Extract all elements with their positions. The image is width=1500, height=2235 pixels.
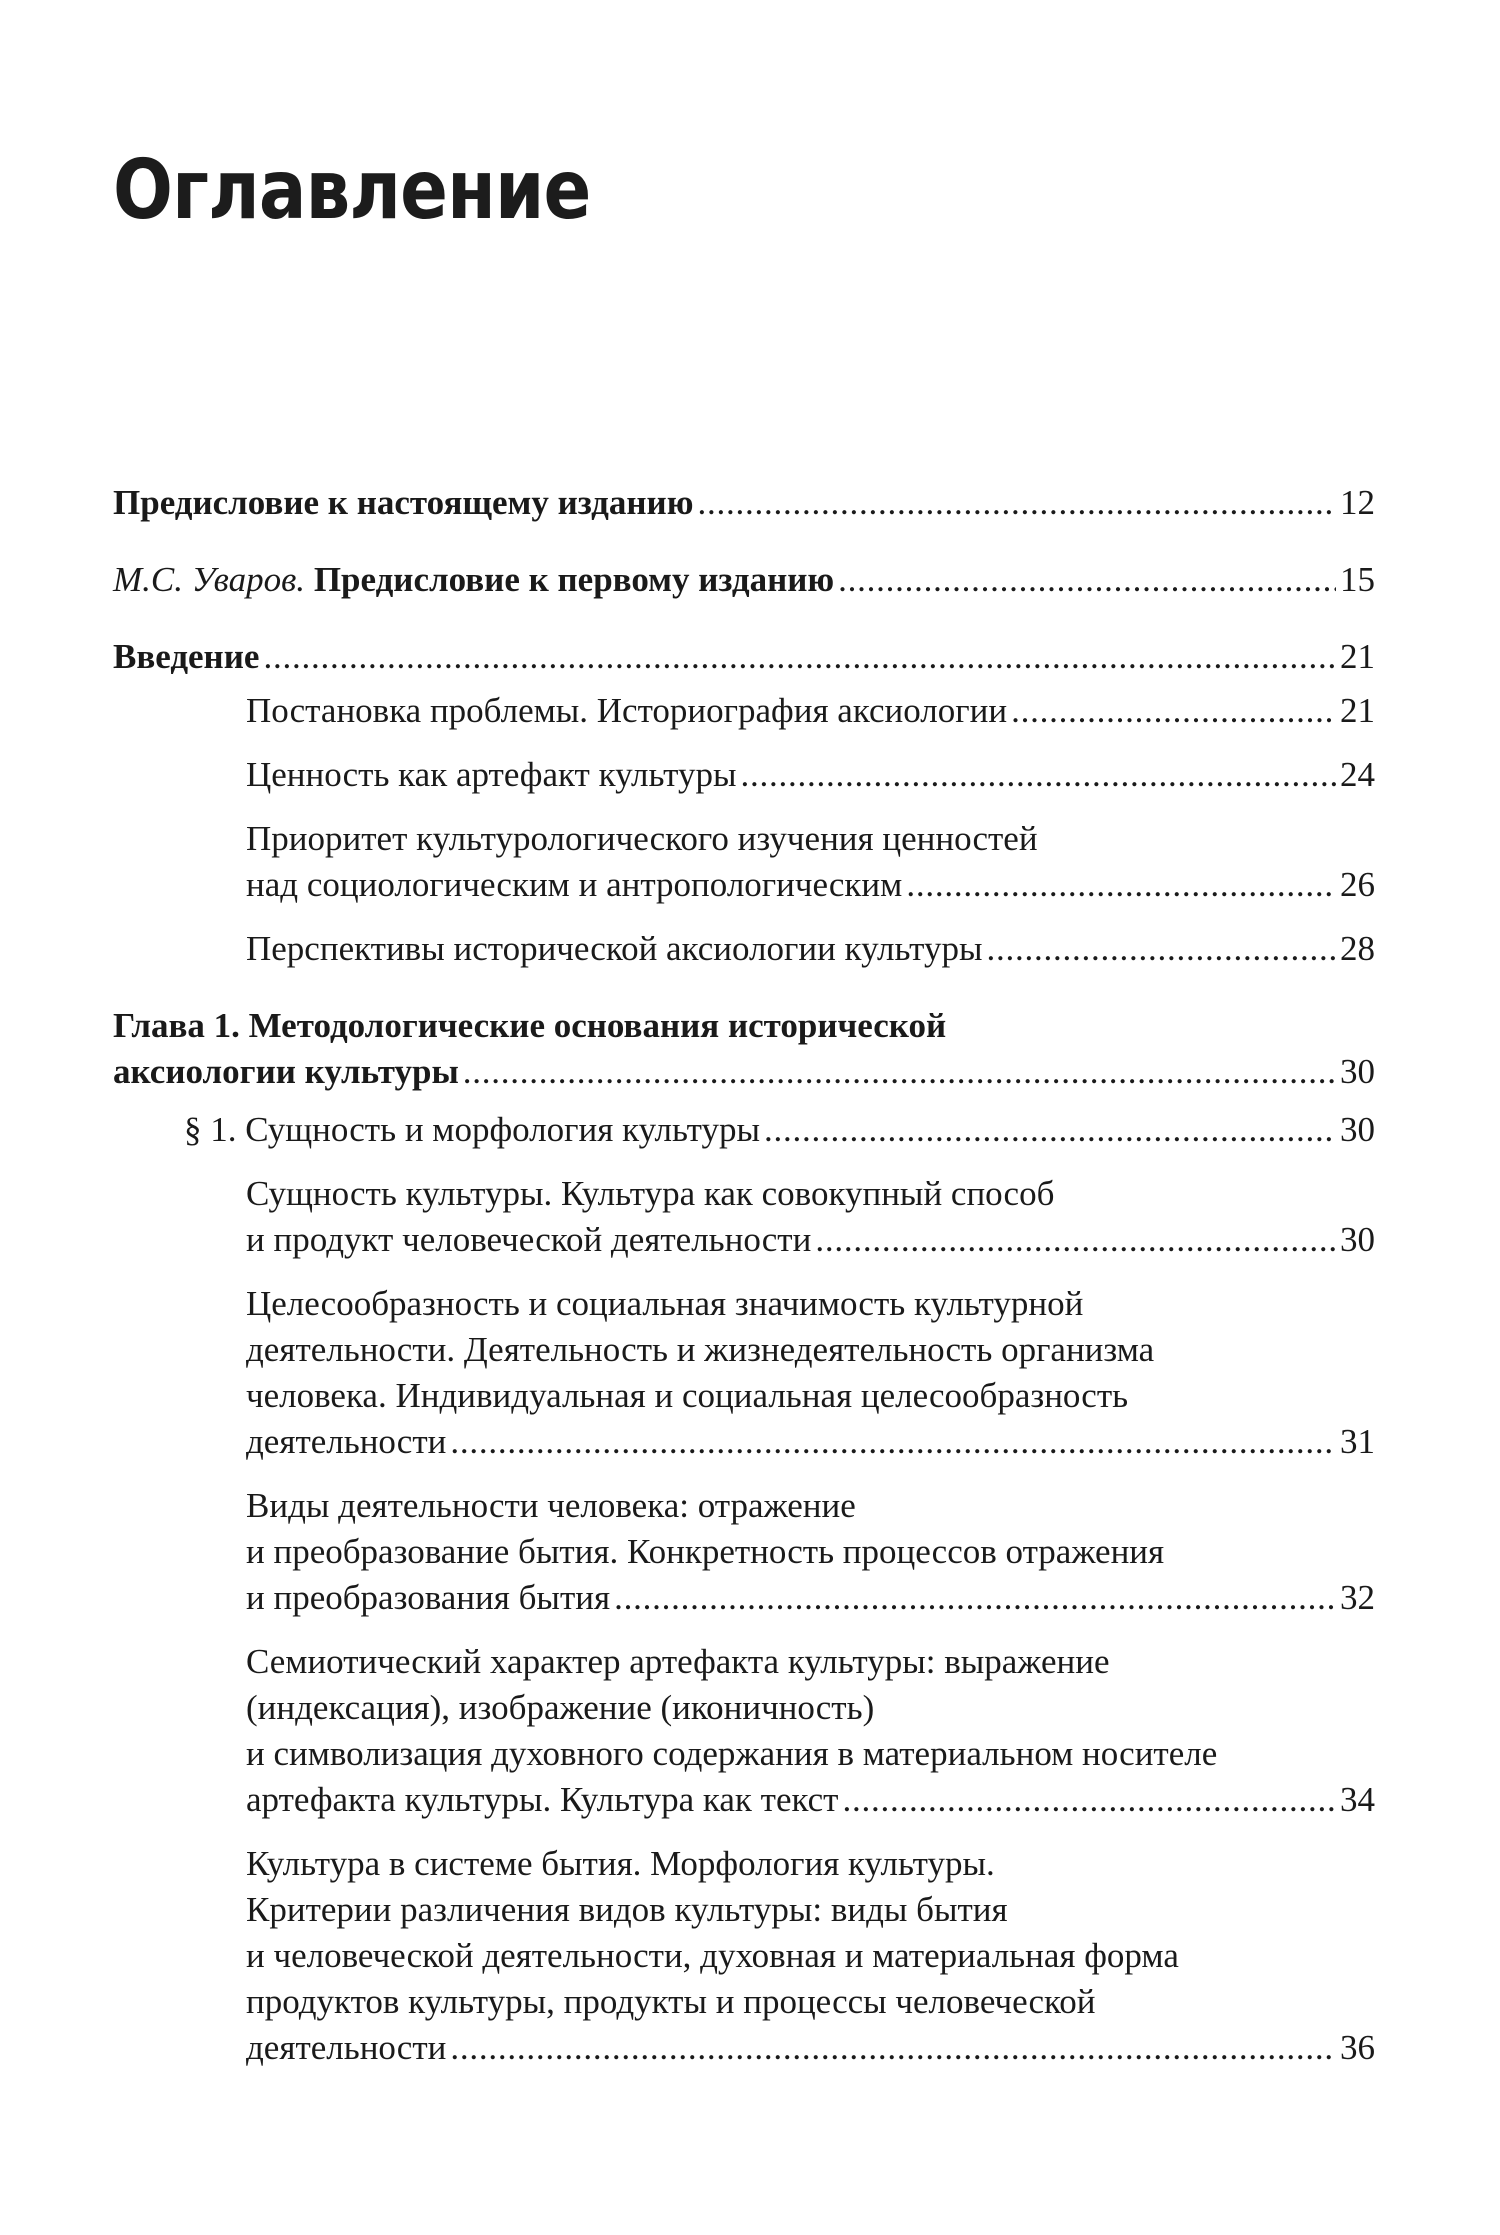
dot-leader	[838, 557, 1336, 603]
dot-leader	[842, 1777, 1336, 1823]
toc-page-number: 30	[1340, 1110, 1375, 1149]
toc-entry-title: артефакта культуры. Культура как текст	[246, 1780, 839, 1819]
dot-leader	[1011, 688, 1336, 734]
toc-page-number: 21	[1340, 691, 1375, 730]
dot-leader	[906, 862, 1336, 908]
dot-leader	[764, 1107, 1336, 1153]
toc-entry-title: и преобразования бытия	[246, 1578, 611, 1617]
toc-entry-essence-culture[interactable]	[113, 1171, 1375, 1263]
toc-entry-priority-culturological[interactable]	[113, 816, 1375, 908]
toc-entry-line: и преобразование бытия. Конкретность процессов отражения	[246, 1532, 1165, 1571]
toc-entry-line: Критерии различения видов культуры: виды бытия	[246, 1890, 1008, 1929]
toc-entry-line: Семиотический характер артефакта культуры: выражение	[246, 1642, 1110, 1681]
toc-entry-title: и продукт человеческой деятельности	[246, 1220, 812, 1259]
toc-entry-preface-first[interactable]	[113, 557, 1375, 603]
toc-entry-line: и человеческой деятельности, духовная и материальная форма	[246, 1936, 1179, 1975]
dot-leader	[741, 752, 1337, 798]
toc-entry-title: деятельности	[246, 1422, 447, 1461]
toc-page-number: 36	[1340, 2028, 1375, 2067]
toc-entry-title: над социологическим и антропологическим	[246, 865, 903, 904]
toc-page-number: 15	[1340, 560, 1375, 599]
toc-page-number: 32	[1340, 1578, 1375, 1617]
toc-page-number: 34	[1340, 1780, 1375, 1819]
toc-page-number: 30	[1340, 1052, 1375, 1091]
toc-entry-line: человека. Индивидуальная и социальная целесообразность	[246, 1376, 1129, 1415]
dot-leader	[463, 1049, 1336, 1095]
toc-page-number: 28	[1340, 929, 1375, 968]
toc-page-number: 31	[1340, 1422, 1375, 1461]
toc-entry-title: Предисловие к первому изданию	[313, 560, 835, 599]
dot-leader	[614, 1575, 1336, 1621]
toc-entry-title: Постановка проблемы. Историография аксиологии	[246, 691, 1008, 730]
toc-page-number: 24	[1340, 755, 1375, 794]
toc-entry-value-artifact[interactable]	[113, 752, 1375, 798]
toc-entry-title: Введение	[113, 637, 260, 676]
toc-entry-title: § 1. Сущность и морфология культуры	[184, 1110, 760, 1149]
toc-entry-line: Сущность культуры. Культура как совокупный способ	[246, 1174, 1055, 1213]
toc-entry-author: М.С. Уваров.	[113, 560, 306, 599]
dot-leader	[263, 634, 1336, 680]
toc-entry-line: продуктов культуры, продукты и процессы человеческой	[246, 1982, 1096, 2021]
toc-entry-line: Приоритет культурологического изучения ценностей	[246, 819, 1038, 858]
dot-leader	[450, 2025, 1336, 2071]
toc-entry-line: и символизация духовного содержания в материальном носителе	[246, 1734, 1218, 1773]
toc-page-number: 30	[1340, 1220, 1375, 1259]
toc-entry-title: Ценность как артефакт культуры	[246, 755, 737, 794]
toc-page-number: 21	[1340, 637, 1375, 676]
toc-entry-title: Перспективы исторической аксиологии культуры	[246, 929, 983, 968]
toc-entry-problem-statement[interactable]	[113, 688, 1375, 734]
toc-entry-chapter-1[interactable]	[113, 1003, 1375, 1095]
toc-entry-line: Глава 1. Методологические основания исторической	[113, 1006, 947, 1045]
dot-leader	[450, 1419, 1336, 1465]
toc-entry-expediency[interactable]	[113, 1281, 1375, 1465]
toc-entry-line: Виды деятельности человека: отражение	[246, 1486, 856, 1525]
toc-entry-introduction[interactable]	[113, 634, 1375, 680]
toc-entry-line: Целесообразность и социальная значимость культурной	[246, 1284, 1084, 1323]
toc-entry-section-1[interactable]	[113, 1107, 1375, 1153]
toc-entry-title: деятельности	[246, 2028, 447, 2067]
toc-entry-line: Культура в системе бытия. Морфология культуры.	[246, 1844, 995, 1883]
toc-entry-activity-types[interactable]	[113, 1483, 1375, 1621]
dot-leader	[986, 926, 1336, 972]
toc-entry-line: деятельности. Деятельность и жизнедеятельность организма	[246, 1330, 1155, 1369]
table-of-contents	[113, 480, 1375, 2071]
dot-leader	[697, 480, 1336, 526]
page-title: Оглавление	[113, 143, 591, 238]
toc-entry-semiotic[interactable]	[113, 1639, 1375, 1823]
toc-entry-culture-in-being[interactable]	[113, 1841, 1375, 2071]
dot-leader	[815, 1217, 1336, 1263]
toc-entry-preface-current[interactable]	[113, 480, 1375, 526]
toc-page-number: 12	[1340, 483, 1375, 522]
toc-entry-title: аксиологии культуры	[113, 1052, 459, 1091]
toc-entry-perspectives[interactable]	[113, 926, 1375, 972]
toc-entry-line: (индексация), изображение (иконичность)	[246, 1688, 875, 1727]
toc-page-number: 26	[1340, 865, 1375, 904]
toc-entry-title: Предисловие к настоящему изданию	[113, 483, 694, 522]
